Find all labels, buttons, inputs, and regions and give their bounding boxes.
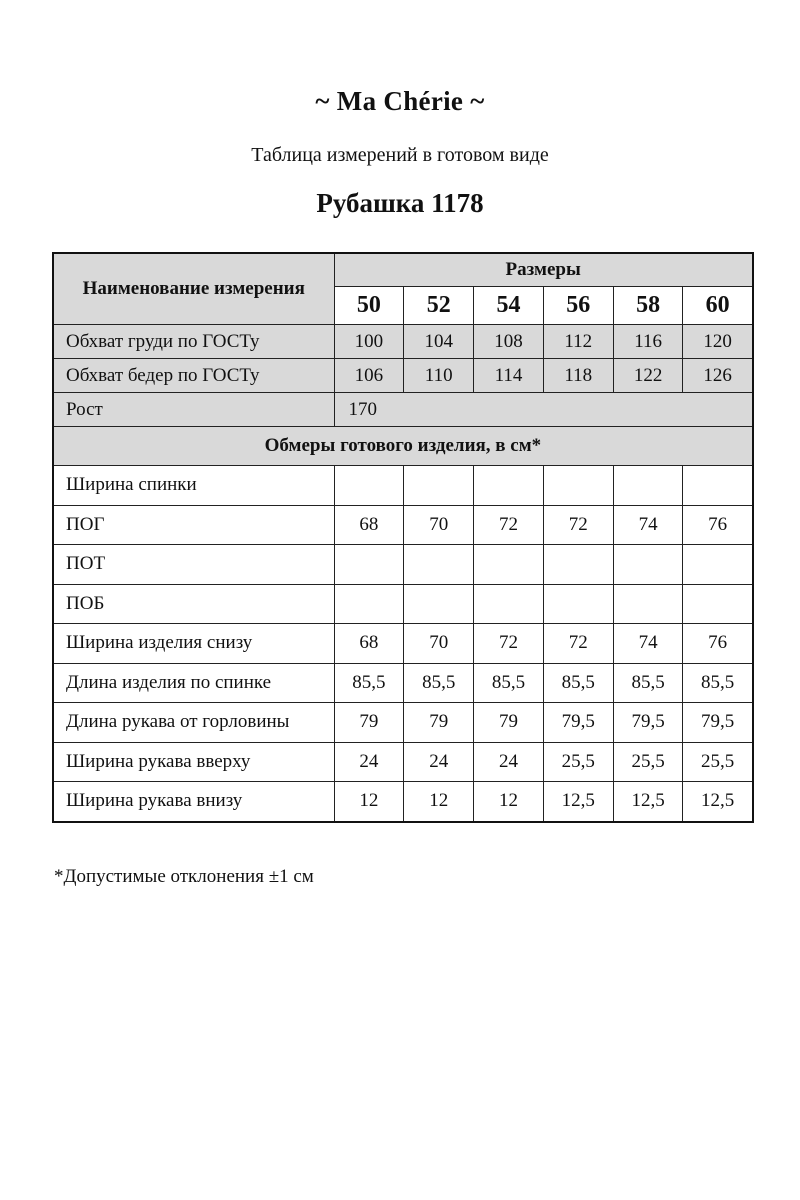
table-cell: 12,5 (683, 782, 753, 822)
brand-title: ~ Ma Chérie ~ (315, 86, 485, 116)
size-chart-table (52, 252, 754, 823)
table-cell: 100 (334, 325, 404, 359)
table-cell (613, 466, 683, 506)
table-cell: 118 (543, 359, 613, 393)
section-title: Обмеры готового изделия, в см* (53, 427, 753, 466)
size-header-cell: 50 (334, 287, 404, 325)
table-cell: 106 (334, 359, 404, 393)
table-cell: 74 (613, 505, 683, 545)
table-cell: 76 (683, 624, 753, 664)
table-cell (683, 466, 753, 506)
table-row (53, 663, 753, 703)
row-label: Рост (53, 393, 334, 427)
table-cell: 108 (474, 325, 544, 359)
table-cell: 104 (404, 325, 474, 359)
table-row (53, 742, 753, 782)
table-cell: 79,5 (543, 703, 613, 743)
table-cell: 85,5 (683, 663, 753, 703)
tolerance-footnote: *Допустимые отклонения ±1 см (54, 866, 314, 887)
table-cell (334, 466, 404, 506)
table-cell: 79,5 (613, 703, 683, 743)
table-cell: 112 (543, 325, 613, 359)
table-cell (613, 584, 683, 624)
table-cell: 24 (474, 742, 544, 782)
row-label: Ширина спинки (53, 466, 334, 506)
row-label: Ширина изделия снизу (53, 624, 334, 664)
table-cell: 85,5 (334, 663, 404, 703)
table-cell: 70 (404, 624, 474, 664)
row-label: Обхват груди по ГОСТу (53, 325, 334, 359)
table-subtitle: Таблица измерений в готовом виде (251, 144, 549, 166)
table-row (53, 466, 753, 506)
table-row (53, 703, 753, 743)
table-cell (474, 584, 544, 624)
table-row (53, 505, 753, 545)
row-label: Обхват бедер по ГОСТу (53, 359, 334, 393)
table-cell: 85,5 (613, 663, 683, 703)
table-cell (683, 545, 753, 585)
table-cell (404, 466, 474, 506)
table-cell (474, 545, 544, 585)
table-cell (404, 584, 474, 624)
table-cell: 12 (404, 782, 474, 822)
table-cell: 122 (613, 359, 683, 393)
table-cell: 12 (334, 782, 404, 822)
measurement-name-header: Наименование измерения (53, 253, 334, 325)
table-cell: 79 (404, 703, 474, 743)
table-cell: 70 (404, 505, 474, 545)
row-label: Длина изделия по спинке (53, 663, 334, 703)
table-cell: 68 (334, 624, 404, 664)
table-cell: 116 (613, 325, 683, 359)
table-cell: 72 (474, 624, 544, 664)
size-header-cell: 54 (474, 287, 544, 325)
size-header-cell: 58 (613, 287, 683, 325)
row-label: Ширина рукава вверху (53, 742, 334, 782)
table-cell (334, 584, 404, 624)
table-cell: 114 (474, 359, 544, 393)
row-label: Ширина рукава внизу (53, 782, 334, 822)
size-header-cell: 60 (683, 287, 753, 325)
height-value: 170 (334, 393, 753, 427)
table-cell (543, 545, 613, 585)
section-row (53, 427, 753, 466)
row-label: ПОТ (53, 545, 334, 585)
table-cell: 85,5 (543, 663, 613, 703)
table-cell: 79 (474, 703, 544, 743)
table-cell (683, 584, 753, 624)
table-header (53, 253, 753, 325)
table-cell: 12,5 (613, 782, 683, 822)
table-cell: 12,5 (543, 782, 613, 822)
table-row (53, 545, 753, 585)
table-row (53, 584, 753, 624)
table-cell: 85,5 (474, 663, 544, 703)
table-cell: 110 (404, 359, 474, 393)
table-cell: 79 (334, 703, 404, 743)
table-cell (543, 466, 613, 506)
table-cell: 12 (474, 782, 544, 822)
table-cell: 120 (683, 325, 753, 359)
table-cell: 25,5 (613, 742, 683, 782)
table-cell: 72 (543, 505, 613, 545)
sizes-header: Размеры (334, 253, 753, 287)
table-cell: 25,5 (683, 742, 753, 782)
table-row (53, 359, 753, 393)
size-header-cell: 52 (404, 287, 474, 325)
row-label: ПОГ (53, 505, 334, 545)
table-cell: 79,5 (683, 703, 753, 743)
table-row-height (53, 393, 753, 427)
row-label: Длина рукава от горловины (53, 703, 334, 743)
table-cell: 25,5 (543, 742, 613, 782)
table-cell: 126 (683, 359, 753, 393)
table-cell (404, 545, 474, 585)
table-cell: 68 (334, 505, 404, 545)
table-body (53, 325, 753, 822)
table-cell (334, 545, 404, 585)
row-label: ПОБ (53, 584, 334, 624)
product-title: Рубашка 1178 (316, 188, 484, 218)
table-cell: 85,5 (404, 663, 474, 703)
table-cell: 76 (683, 505, 753, 545)
table-cell: 74 (613, 624, 683, 664)
table-row (53, 782, 753, 822)
table-cell: 72 (543, 624, 613, 664)
table-cell: 72 (474, 505, 544, 545)
size-header-cell: 56 (543, 287, 613, 325)
table-cell (474, 466, 544, 506)
table-row (53, 325, 753, 359)
table-cell (543, 584, 613, 624)
table-cell (613, 545, 683, 585)
table-row (53, 624, 753, 664)
table-cell: 24 (334, 742, 404, 782)
table-cell: 24 (404, 742, 474, 782)
